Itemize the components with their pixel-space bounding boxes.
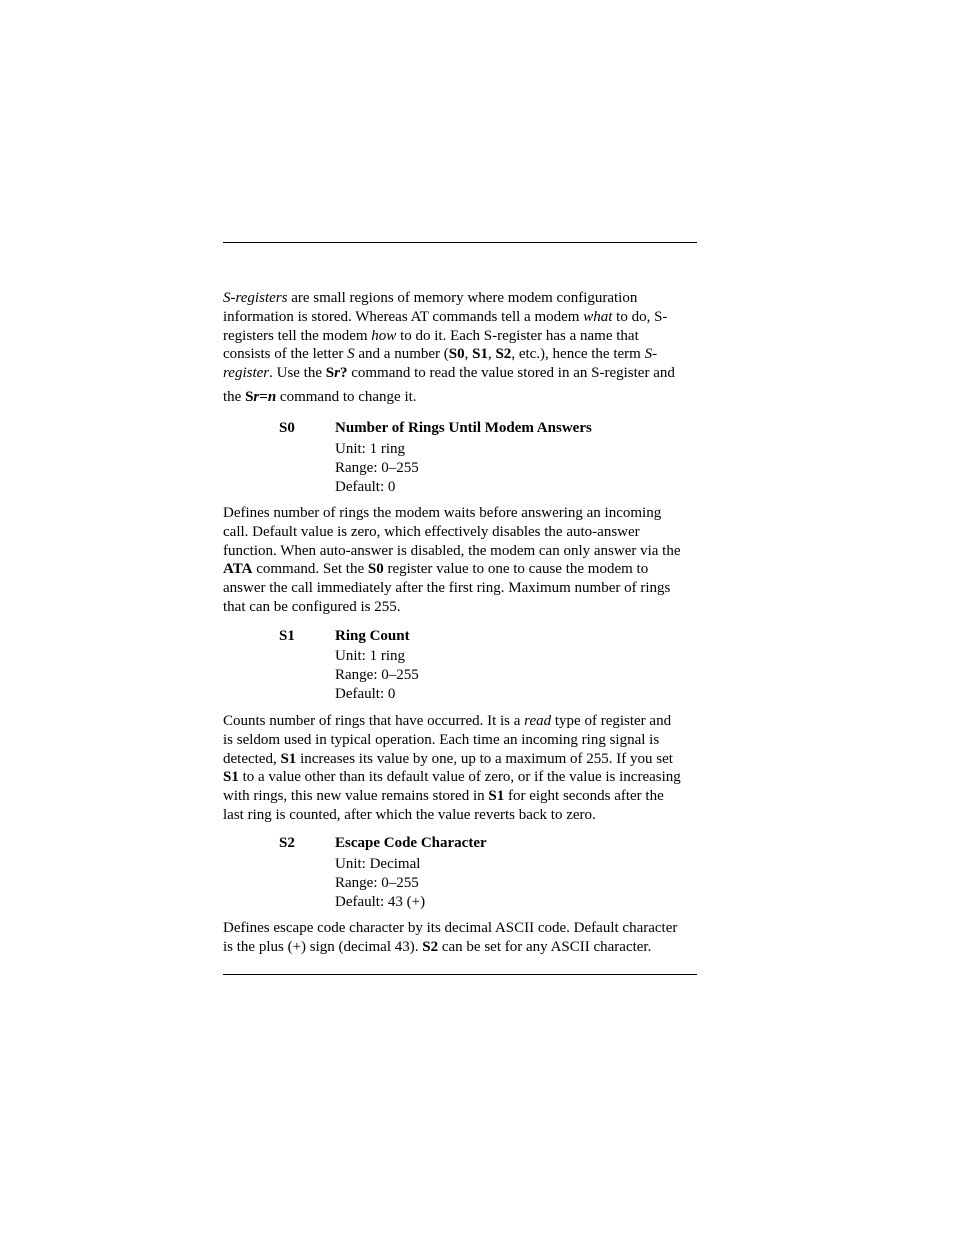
text-line: detected, S1 increases its value by one, up to a maximum of 255. If you set [223, 750, 673, 767]
register-id-s0: S0 [279, 420, 295, 436]
register-default: Default: 0 [335, 479, 396, 495]
text-line: with rings, this new value remains stored in S1 for eight seconds after the [223, 788, 664, 805]
text-line: register. Use the Sr? command to read the value stored in an S-register and [223, 365, 675, 382]
register-description-s0 [223, 504, 699, 617]
register-title-s2: Escape Code Character [335, 835, 487, 851]
text-line: registers tell the modem how to do it. Each S-register has a name that [223, 327, 639, 344]
register-props-s2 [335, 855, 425, 912]
text-line: that can be configured is 255. [223, 598, 401, 615]
register-title-s0: Number of Rings Until Modem Answers [335, 420, 592, 436]
text-line: call. Default value is zero, which effectively disables the auto-answer [223, 523, 640, 540]
text-line: consists of the letter S and a number (S0, S1, S2, etc.), hence the term S- [223, 346, 658, 363]
register-range: Range: 0–255 [335, 875, 419, 891]
text-line: information is stored. Whereas AT commands tell a modem what to do, S- [223, 308, 668, 325]
text-line: S-registers are small regions of memory where modem configuration [223, 290, 638, 306]
intro-paragraph [223, 289, 699, 407]
text-line: ATA command. Set the S0 register value to one to cause the modem to [223, 561, 649, 578]
text-line: Defines number of rings the modem waits before answering an incoming [223, 505, 662, 521]
register-title-s1: Ring Count [335, 628, 410, 644]
register-unit: Unit: 1 ring [335, 441, 405, 457]
text-line: function. When auto-answer is disabled, the modem can only answer via the [223, 542, 681, 559]
text-line: last ring is counted, after which the value reverts back to zero. [223, 806, 596, 823]
register-unit: Unit: Decimal [335, 856, 421, 872]
text-line: answer the call immediately after the first ring. Maximum number of rings [223, 580, 671, 597]
text-line: Defines escape code character by its decimal ASCII code. Default character [223, 920, 678, 936]
top-rule [223, 242, 697, 243]
register-props-s0 [335, 440, 419, 497]
text-line: is the plus (+) sign (decimal 43). S2 can be set for any ASCII character. [223, 938, 652, 955]
register-props-s1 [335, 647, 419, 704]
text-line: is seldom used in typical operation. Each time an incoming ring signal is [223, 731, 660, 748]
register-default: Default: 43 (+) [335, 894, 426, 910]
register-description-s1 [223, 712, 699, 825]
register-default: Default: 0 [335, 686, 396, 702]
text-line: S1 to a value other than its default value of zero, or if the value is increasing [223, 769, 681, 786]
register-range: Range: 0–255 [335, 460, 419, 476]
register-unit: Unit: 1 ring [335, 648, 405, 664]
register-range: Range: 0–255 [335, 667, 419, 683]
bottom-rule [223, 974, 697, 975]
register-id-s1: S1 [279, 628, 295, 644]
text-line: Counts number of rings that have occurred. It is a read type of register and [223, 713, 672, 729]
register-id-s2: S2 [279, 835, 295, 851]
register-description-s2 [223, 919, 699, 957]
text-line: the Sr=n command to change it. [223, 388, 417, 405]
